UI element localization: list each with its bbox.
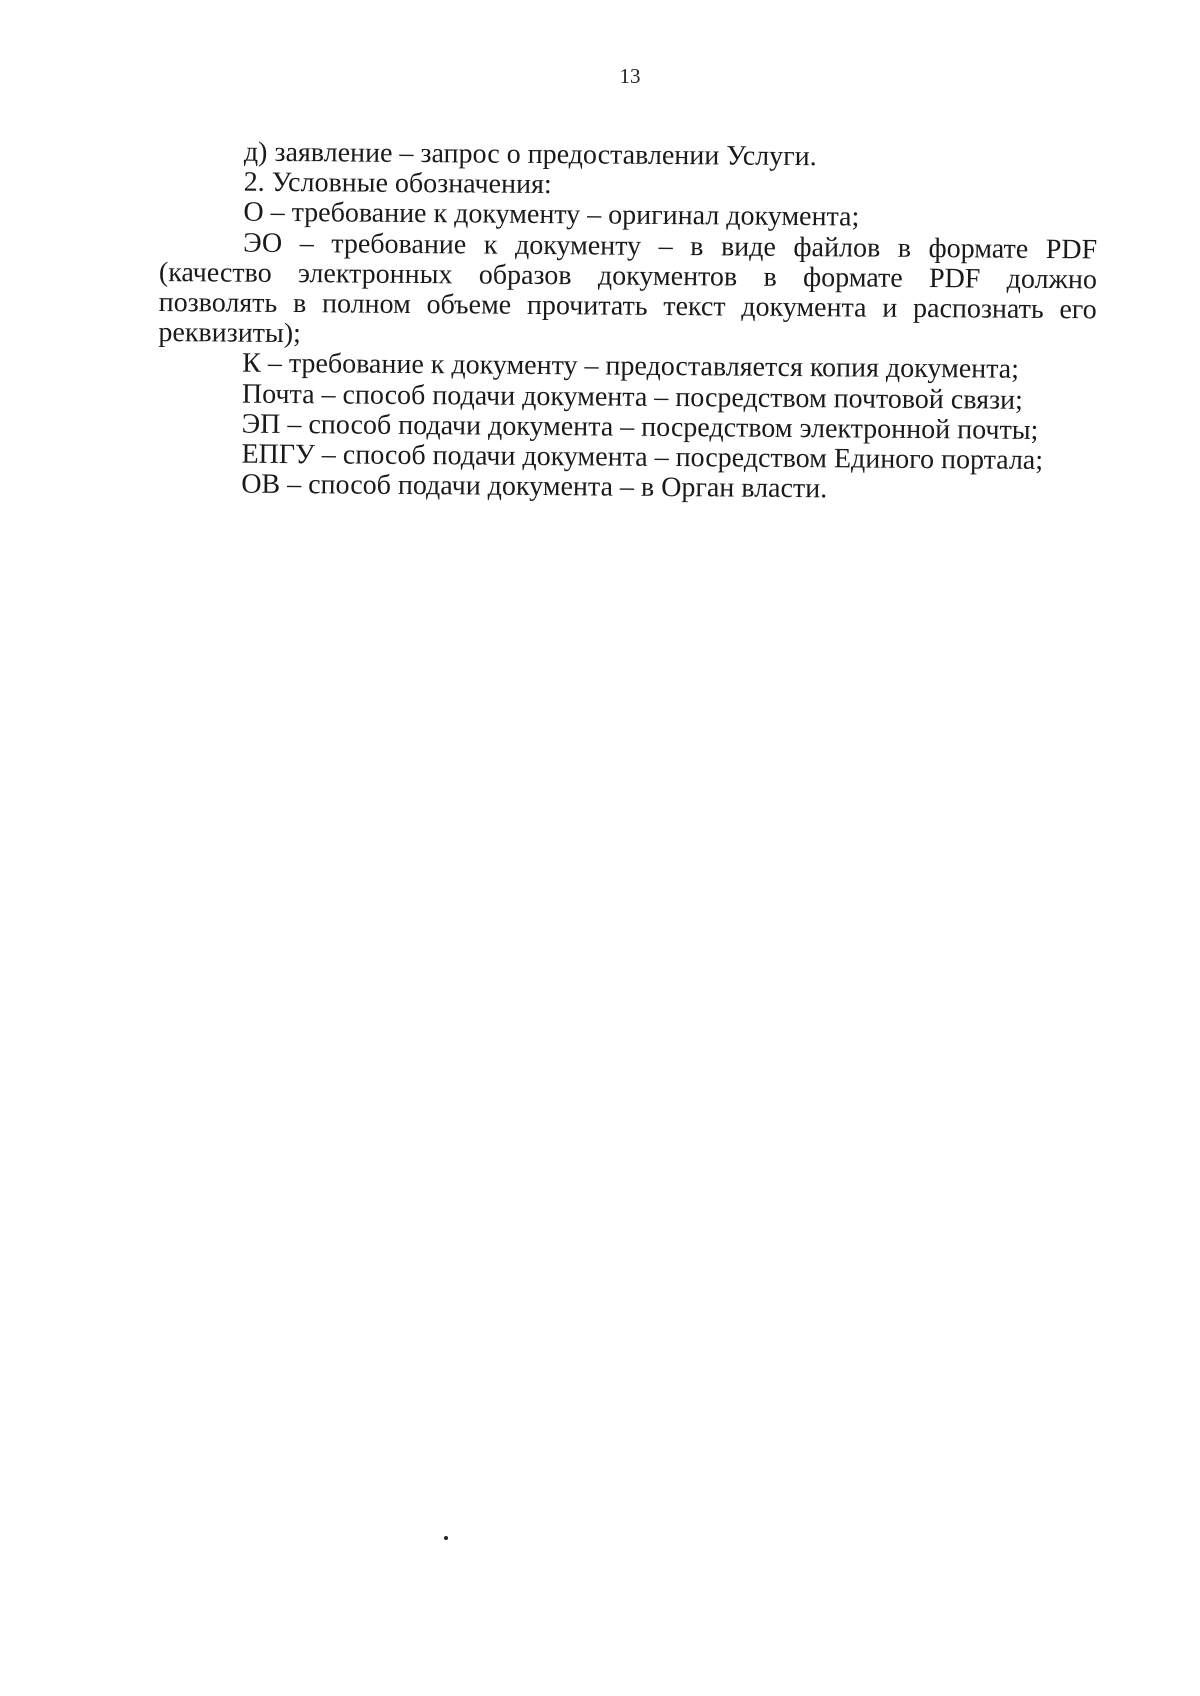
paragraph-line-application: д) заявление – запрос о предоставлении Услуги. xyxy=(243,136,817,173)
document-body xyxy=(157,137,1098,507)
paragraph-line-legend-ov: ОВ – способ подачи документа – в Орган власти. xyxy=(241,468,828,505)
paragraph-line-legend-eo-cont-3: реквизиты); xyxy=(158,317,302,350)
paragraph-line-legend-pochta: Почта – способ подачи документа – посредством почтовой связи; xyxy=(241,378,1023,416)
page-number: 13 xyxy=(619,64,641,88)
paragraph-line-legend-heading: 2. Условные обозначения: xyxy=(243,166,552,201)
paragraph-line-legend-ep: ЭП – способ подачи документа – посредством электронной почты; xyxy=(241,408,1039,446)
paragraph-line-legend-epgu: ЕПГУ – способ подачи документа – посредством Единого портала; xyxy=(241,438,1044,476)
scan-speck xyxy=(444,1536,448,1540)
paragraph-line-legend-eo-cont-2: позволять в полном объеме прочитать текст документа и распознать его xyxy=(158,287,1097,326)
paragraph-line-legend-eo: ЭО – требование к документу – в виде файлов в формате PDF xyxy=(243,227,1098,265)
paragraph-line-legend-k: К – требование к документу – предоставляется копия документа; xyxy=(242,348,1020,386)
paragraph-line-legend-eo-cont-1: (качество электронных образов документов в формате PDF должно xyxy=(158,256,1098,296)
paragraph-line-legend-o: О – требование к документу – оригинал документа; xyxy=(243,197,860,233)
